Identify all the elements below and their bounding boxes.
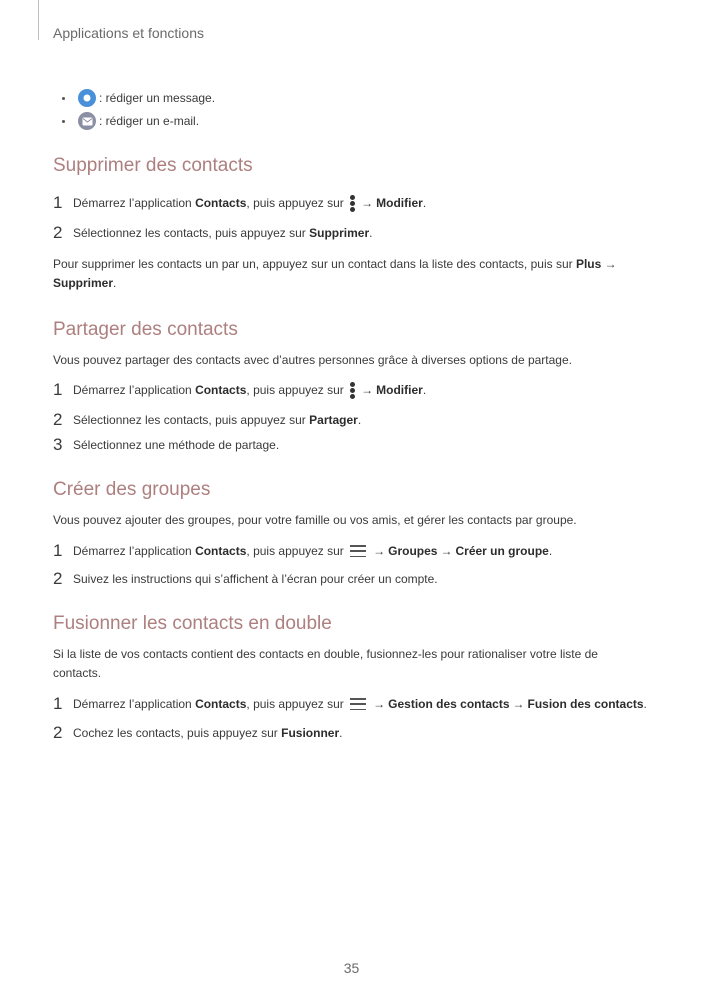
intro-paragraph: Vous pouvez ajouter des groupes, pour votre famille ou vos amis, et gérer les contacts par groupe.: [53, 513, 577, 527]
page-number: 35: [343, 960, 360, 976]
bullet-text: : rédiger un message.: [99, 91, 216, 105]
step-1: 1 Démarrez l’application Contacts , puis appuyez sur → Modifier .: [53, 380, 427, 399]
step-1: 1 Démarrez l’application Contacts , puis appuyez sur → Gestion des contacts → Fusion des contacts .: [53, 694, 647, 713]
heading-fusionner: Fusionner les contacts en double: [53, 613, 332, 634]
bullet-text: : rédiger un e-mail.: [99, 114, 200, 128]
step-2: 2 Suivez les instructions qui s’affichent à l’écran pour créer un compte.: [53, 569, 438, 588]
step-3: 3 Sélectionnez une méthode de partage.: [53, 435, 280, 454]
bullet-item-email: [62, 112, 199, 130]
step-2: 2 Sélectionnez les contacts, puis appuyez sur Partager .: [53, 410, 362, 429]
heading-supprimer: Supprimer des contacts: [53, 155, 253, 176]
bullet-dot: [62, 97, 65, 100]
note-paragraph: Pour supprimer les contacts un par un, appuyez sur un contact dans la liste des contacts, puis sur Plus → Supprimer.: [53, 257, 617, 290]
menu-icon: [350, 698, 366, 710]
step-2: 2 Cochez les contacts, puis appuyez sur Fusionner .: [53, 723, 343, 742]
heading-partager: Partager des contacts: [53, 319, 238, 340]
intro-paragraph: Vous pouvez partager des contacts avec d’autres personnes grâce à diverses options de partage.: [53, 353, 572, 367]
bullet-item-message: [62, 89, 215, 107]
menu-icon: [350, 545, 366, 557]
compose-message-icon: [78, 89, 96, 107]
section-header: Applications et fonctions: [53, 25, 204, 41]
step-1: 1 Démarrez l’application Contacts , puis appuyez sur → Groupes → Créer un groupe .: [53, 541, 553, 560]
bullet-dot: [62, 120, 65, 123]
step-1: 1 Démarrez l’application Contacts , puis appuyez sur → Modifier .: [53, 193, 427, 212]
more-options-icon: [348, 195, 356, 212]
more-options-icon: [348, 382, 356, 399]
compose-email-icon: [78, 112, 96, 130]
heading-groupes: Créer des groupes: [53, 479, 211, 500]
margin-rule: [38, 0, 39, 40]
step-2: 2 Sélectionnez les contacts, puis appuyez sur Supprimer .: [53, 223, 373, 242]
intro-paragraph: Si la liste de vos contacts contient des contacts en double, fusionnez-les pour rationaliser votre liste de contacts.: [53, 647, 598, 680]
